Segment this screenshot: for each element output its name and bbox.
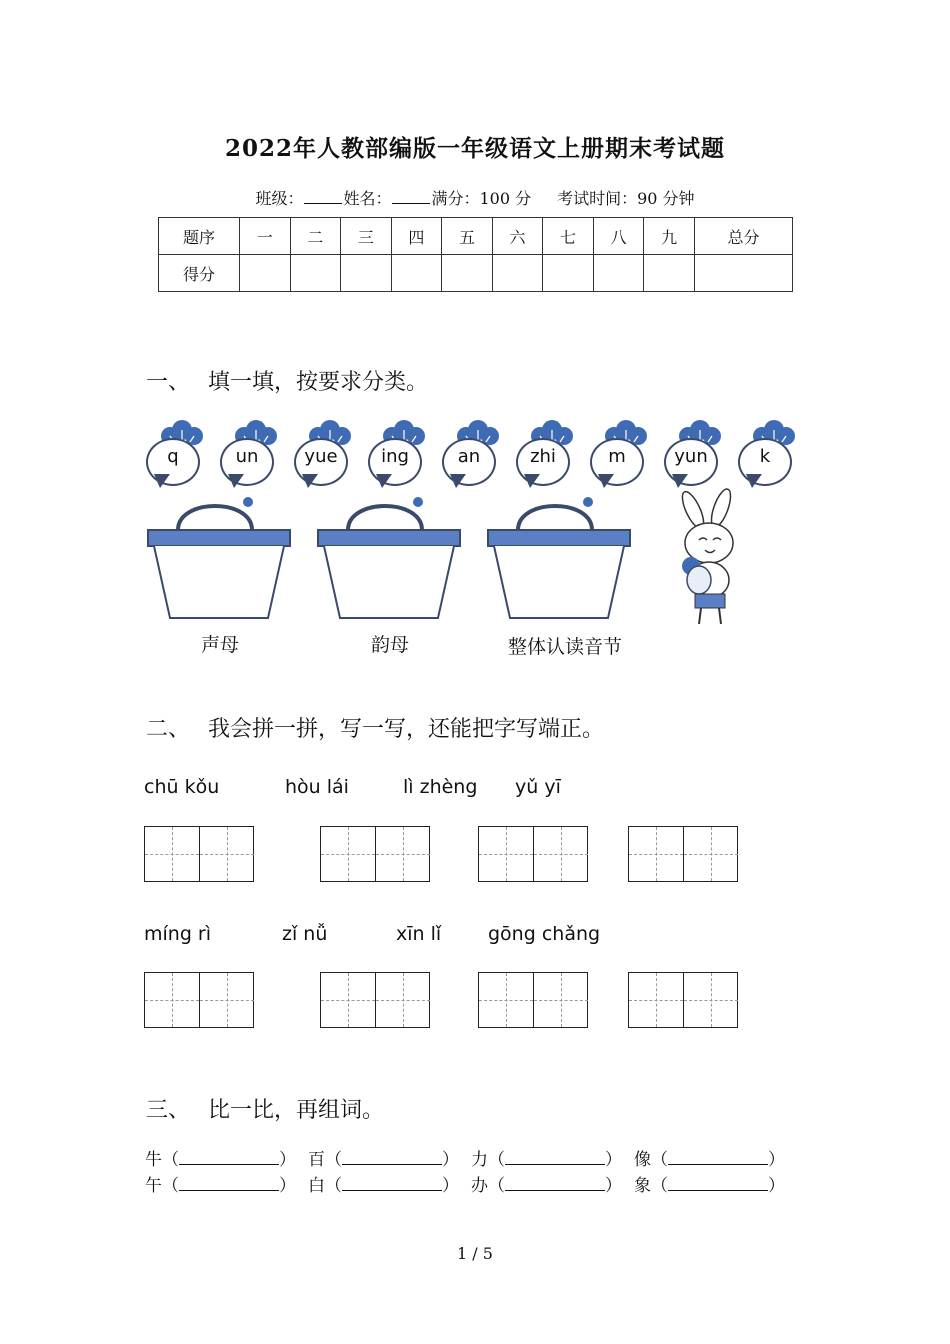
answer-blank[interactable] <box>668 1176 768 1191</box>
exam-time: 考试时间：90 分钟 <box>557 189 695 208</box>
header-cell: 题序 <box>159 218 240 255</box>
header-cell: 二 <box>290 218 341 255</box>
open-paren: （ <box>325 1150 342 1170</box>
score-table-score-row <box>159 255 793 292</box>
score-table-header-row <box>159 218 793 255</box>
writing-grid[interactable] <box>478 972 588 1028</box>
writing-grid[interactable] <box>144 972 254 1028</box>
section2-num: 二、 <box>146 717 191 742</box>
close-paren: ） <box>442 1176 459 1196</box>
carrot-label: q <box>167 446 179 467</box>
compare-char: 百 <box>308 1150 325 1170</box>
close-paren: ） <box>279 1176 296 1196</box>
carrot-an[interactable] <box>442 420 498 490</box>
header-cell: 三 <box>341 218 392 255</box>
open-paren: （ <box>162 1150 179 1170</box>
answer-blank[interactable] <box>179 1150 279 1165</box>
close-paren: ） <box>605 1150 622 1170</box>
writing-grid[interactable] <box>478 826 588 882</box>
pinyin-chukou: chū kǒu <box>144 776 220 798</box>
page-number: 1 / 5 <box>457 1244 493 1263</box>
pinyin-mingri: míng rì <box>144 923 212 945</box>
open-paren: （ <box>162 1176 179 1196</box>
header-cell: 四 <box>391 218 442 255</box>
carrot-m[interactable] <box>590 420 646 490</box>
carrot-q[interactable] <box>146 420 202 490</box>
score-cell[interactable] <box>341 255 392 292</box>
compare-char: 办 <box>471 1176 488 1196</box>
score-cell[interactable] <box>442 255 493 292</box>
compare-item <box>471 1171 622 1196</box>
header-cell: 一 <box>240 218 291 255</box>
writing-grid[interactable] <box>144 826 254 882</box>
score-cell[interactable] <box>644 255 695 292</box>
answer-blank[interactable] <box>342 1150 442 1165</box>
score-table <box>158 217 793 292</box>
carrot-zhi[interactable] <box>516 420 572 490</box>
close-paren: ） <box>768 1150 785 1170</box>
section3-num: 三、 <box>146 1098 191 1123</box>
close-paren: ） <box>279 1150 296 1170</box>
carrot-label: yue <box>304 446 338 467</box>
answer-blank[interactable] <box>505 1176 605 1191</box>
header-cell: 总分 <box>694 218 792 255</box>
section2-title: 我会拼一拼，写一写，还能把字写端正。 <box>208 717 605 742</box>
carrot-label: un <box>235 446 259 467</box>
basket-2 <box>318 497 460 618</box>
answer-blank[interactable] <box>668 1150 768 1165</box>
compare-char: 午 <box>145 1176 162 1196</box>
compare-item <box>308 1145 459 1170</box>
compare-item <box>145 1171 296 1196</box>
answer-blank[interactable] <box>342 1176 442 1191</box>
page-title: 2022年人教部编版一年级语文上册期末考试题 <box>224 135 725 162</box>
rabbit-illustration <box>665 488 750 633</box>
score-row-label: 得分 <box>159 255 240 292</box>
name-blank[interactable] <box>392 189 430 204</box>
section2-heading <box>146 712 604 743</box>
pinyin-gongchang: gōng chǎng <box>488 923 601 945</box>
section3-heading <box>146 1093 384 1124</box>
answer-blank[interactable] <box>505 1150 605 1165</box>
class-blank[interactable] <box>304 189 342 204</box>
basket-label-yunmu: 韵母 <box>370 634 409 656</box>
section1-title: 填一填，按要求分类。 <box>208 370 429 395</box>
basket-3 <box>488 497 630 618</box>
compare-char: 力 <box>471 1150 488 1170</box>
carrot-ing[interactable] <box>368 420 424 490</box>
open-paren: （ <box>651 1176 668 1196</box>
compare-char: 白 <box>308 1176 325 1196</box>
writing-grid[interactable] <box>628 826 738 882</box>
writing-grid[interactable] <box>628 972 738 1028</box>
open-paren: （ <box>325 1176 342 1196</box>
compare-item <box>145 1145 296 1170</box>
compare-char: 牛 <box>145 1150 162 1170</box>
section1-heading <box>146 365 428 396</box>
score-cell[interactable] <box>593 255 644 292</box>
header-cell: 五 <box>442 218 493 255</box>
carrot-yun[interactable] <box>664 420 720 490</box>
score-cell[interactable] <box>492 255 543 292</box>
carrot-label: zhi <box>530 446 556 467</box>
carrot-label: m <box>608 446 626 467</box>
carrot-label: k <box>759 446 771 467</box>
exam-meta <box>0 186 950 209</box>
writing-grid[interactable] <box>320 826 430 882</box>
name-label: 姓名： <box>343 189 392 208</box>
basket-label-zhengti: 整体认读音节 <box>507 636 622 658</box>
carrot-yue[interactable] <box>294 420 350 490</box>
header-cell: 六 <box>492 218 543 255</box>
header-cell: 七 <box>543 218 594 255</box>
score-cell[interactable] <box>391 255 442 292</box>
compare-char: 象 <box>634 1176 651 1196</box>
open-paren: （ <box>488 1176 505 1196</box>
carrot-label: ing <box>381 446 409 467</box>
carrot-label: an <box>457 446 481 467</box>
compare-item <box>634 1171 785 1196</box>
baskets-illustration <box>140 490 660 630</box>
basket-1 <box>148 497 290 618</box>
pinyin-houlai: hòu lái <box>285 776 349 798</box>
pinyin-xinli: xīn lǐ <box>396 923 442 945</box>
compare-item <box>634 1145 785 1170</box>
close-paren: ） <box>442 1150 459 1170</box>
close-paren: ） <box>768 1176 785 1196</box>
carrot-un[interactable] <box>220 420 276 490</box>
compare-char: 像 <box>634 1150 651 1170</box>
score-cell[interactable] <box>694 255 792 292</box>
header-cell: 九 <box>644 218 695 255</box>
carrot-k[interactable] <box>738 420 794 490</box>
section1-num: 一、 <box>146 370 191 395</box>
pinyin-yuyi: yǔ yī <box>515 776 561 798</box>
section3-title: 比一比，再组词。 <box>208 1098 385 1123</box>
compare-item <box>471 1145 622 1170</box>
compare-item <box>308 1171 459 1196</box>
close-paren: ） <box>605 1176 622 1196</box>
score-cell[interactable] <box>240 255 291 292</box>
writing-grid[interactable] <box>320 972 430 1028</box>
full-score: 满分：100 分 <box>431 189 532 208</box>
class-label: 班级： <box>255 189 304 208</box>
open-paren: （ <box>488 1150 505 1170</box>
answer-blank[interactable] <box>179 1176 279 1191</box>
score-cell[interactable] <box>290 255 341 292</box>
basket-label-shengmu: 声母 <box>200 634 239 656</box>
score-cell[interactable] <box>543 255 594 292</box>
pinyin-zinu: zǐ nǚ <box>282 923 328 945</box>
header-cell: 八 <box>593 218 644 255</box>
carrot-label: yun <box>674 446 708 467</box>
open-paren: （ <box>651 1150 668 1170</box>
pinyin-lizheng: lì zhèng <box>403 776 478 798</box>
